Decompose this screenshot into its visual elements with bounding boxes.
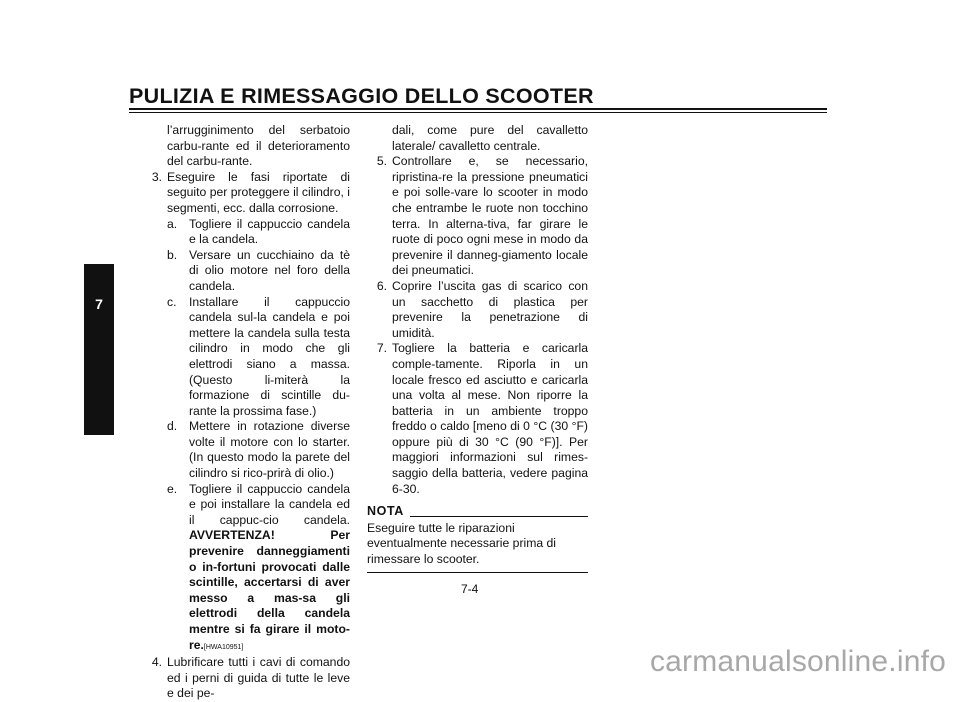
text-column-left: [142, 123, 350, 702]
header-rule-thick: [129, 108, 827, 110]
list-item-6: [367, 279, 588, 341]
sublist-item-c: [167, 295, 350, 420]
text-column-right: [367, 123, 588, 573]
sublist-item-b: [167, 248, 350, 295]
sublist-item-e: [167, 482, 350, 656]
nota-label: NOTA: [367, 504, 404, 519]
sublist-letter: a.: [167, 216, 178, 231]
page-number: 7-4: [461, 582, 479, 596]
nota-header: [367, 504, 588, 520]
list-text: Togliere la batteria e caricarla comple-tamente. Riporla in un locale fresco ed asciutto e caricarla una volta al mese. Non riporre la batteria in un ambiente troppo freddo o caldo [meno di 0 °C (30 °F) oppure più di 30 °C (90 °F)]. Per maggiori informazioni sul rimes-saggio della batteria, vedere pagina 6-30.: [392, 341, 588, 496]
list-text: Eseguire le fasi riportate di seguito per proteggere il cilindro, i segmenti, ecc. dalla corrosione.: [167, 169, 350, 215]
list-number: 6.: [376, 278, 387, 293]
watermark-logo[interactable]: carmanualsonline.info: [649, 645, 946, 678]
list-text: Coprire l’uscita gas di scarico con un sacchetto di plastica per prevenire la penetrazione di umidità.: [392, 278, 588, 340]
list-item-7: [367, 341, 588, 497]
chapter-tab: [84, 264, 114, 435]
sublist-text: Installare il cappuccio candela sul-la candela e poi mettere la candela sulla testa cilindro in modo che gli elettrodi siano a massa. (Questo li-miterà la formazione di scintille du-rante la prossima fase.): [189, 294, 350, 418]
header-rule-thin: [129, 112, 827, 113]
lead-paragraph: l’arrugginimento del serbatoio carbu-rante ed il deterioramento del carbu-rante.: [167, 123, 350, 169]
lead-paragraph: dali, come pure del cavalletto laterale/ cavalletto centrale.: [392, 123, 588, 153]
chapter-tab-label: 7: [95, 296, 103, 312]
list-number: 4.: [151, 655, 162, 670]
page-title: PULIZIA E RIMESSAGGIO DELLO SCOOTER: [129, 84, 594, 108]
nota-end-rule: [367, 572, 588, 573]
warning-text: AVVERTENZA! Per prevenire danneggiamenti o in-fortuni provocati dalle scintille, accertarsi di aver messo a mas-sa gli elettrodi della candela mentre si fa girare il moto-re.: [189, 528, 350, 652]
sublist-item-d: [167, 419, 350, 481]
warning-code: [HWA10951]: [203, 643, 244, 651]
sublist-text: Togliere il cappuccio candela e la candela.: [189, 216, 350, 247]
nota-text: Eseguire tutte le riparazioni eventualmente necessarie prima di rimessare lo scooter.: [367, 520, 557, 567]
sublist-letter: e.: [167, 481, 178, 496]
list-number: 7.: [376, 341, 387, 356]
sublist-letter: d.: [167, 419, 178, 434]
sublist-text: Versare un cucchiaino da tè di olio motore nel foro della candela.: [189, 247, 350, 293]
list-text: Controllare e, se necessario, ripristina-re la pressione pneumatici e poi solle-vare lo scooter in modo che entrambe le ruote non tocchino terra. In alterna-tiva, far girare le ruote di poco ogni mese in modo da prevenire il danneg-giamento locale dei pneumatici.: [392, 154, 588, 278]
list-item-5: [367, 154, 588, 279]
sublist-text: Mettere in rotazione diverse volte il motore con lo starter. (In questo modo la parete del cilindro si rico-prirà di olio.): [189, 419, 350, 481]
sublist-letter: b.: [167, 247, 178, 262]
list-number: 3.: [151, 169, 162, 184]
nota-rule: [410, 516, 588, 517]
list-item-3: [142, 170, 350, 217]
list-number: 5.: [376, 154, 387, 169]
sublist-text: [189, 482, 350, 656]
sublist-item-a: [167, 217, 350, 248]
sublist-letter: c.: [167, 294, 177, 309]
sublist-text-body: Togliere il cappuccio candela e poi installare la candela ed il cappuc-cio candela.: [189, 481, 350, 527]
list-text: Lubrificare tutti i cavi di comando ed i perni di guida di tutte le leve e dei pe-: [167, 655, 350, 701]
